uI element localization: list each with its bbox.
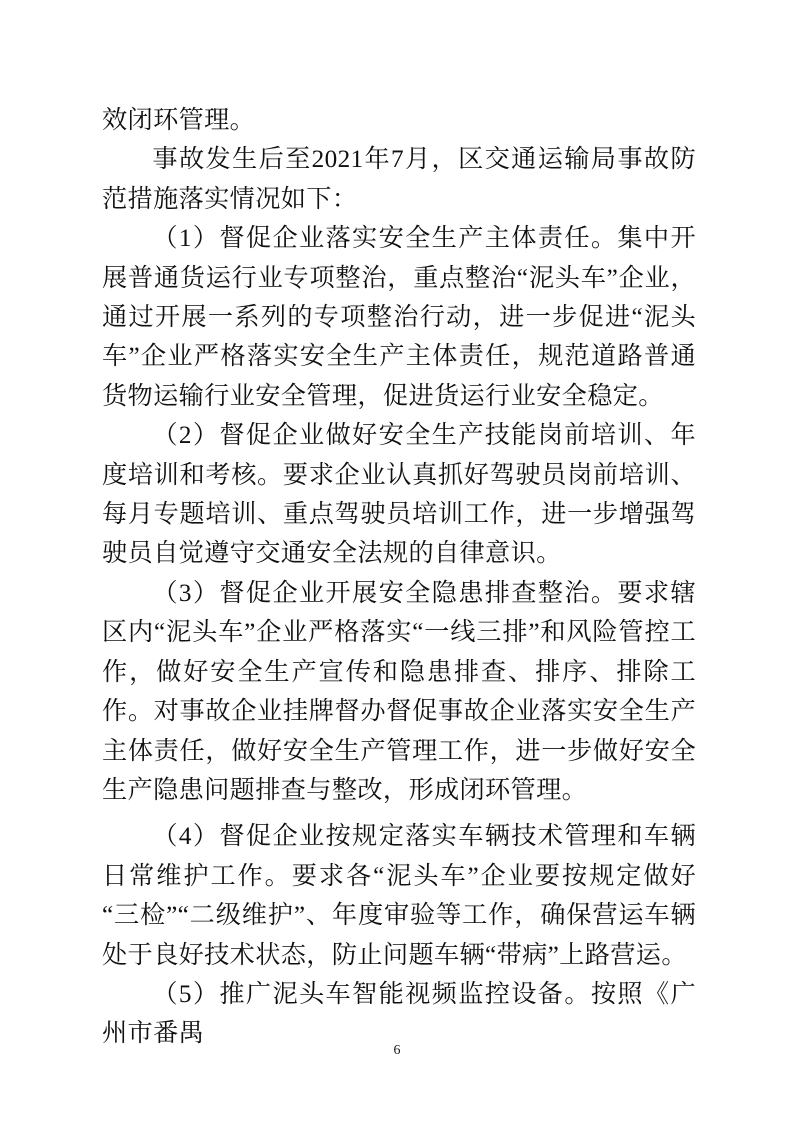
- paragraph-item-2: （2）督促企业做好安全生产技能岗前培训、年度培训和考核。要求企业认真抓好驾驶员岗前培训、每月专题培训、重点驾驶员培训工作，进一步增强驾驶员自觉遵守交通安全法规的自律意识。: [102, 422, 696, 568]
- paragraph-continued-line: 效闭环管理。: [102, 107, 256, 134]
- paragraph-item-4: （4）督促企业按规定落实车辆技术管理和车辆日常维护工作。要求各“泥头车”企业要按规定做好“三检”“二级维护”、年度审验等工作，确保营运车辆处于良好技术状态，防止问题车辆“带病”上路营运。: [102, 823, 696, 969]
- paragraph-intro: 事故发生后至2021年7月，区交通运输局事故防范措施落实情况如下：: [102, 146, 696, 213]
- paragraph-item-1: （1）督促企业落实安全生产主体责任。集中开展普通货运行业专项整治，重点整治“泥头车”企业，通过开展一系列的专项整治行动，进一步促进“泥头车”企业严格落实安全生产主体责任，规范道路普通货物运输行业安全管理，促进货运行业安全稳定。: [102, 225, 696, 410]
- paragraph-item-5: （5）推广泥头车智能视频监控设备。按照《广州市番禺: [102, 980, 696, 1048]
- paragraph-item-3: （3）督促企业开展安全隐患排查整治。要求辖区内“泥头车”企业严格落实“一线三排”和风险管控工作，做好安全生产宣传和隐患排查、排序、排除工作。对事故企业挂牌督办督促事故企业落实安全生产主体责任，做好安全生产管理工作，进一步做好安全生产隐患问题排查与整改，形成闭环管理。: [102, 579, 696, 804]
- page-number: 6: [393, 1043, 401, 1058]
- document-body: [102, 101, 696, 1054]
